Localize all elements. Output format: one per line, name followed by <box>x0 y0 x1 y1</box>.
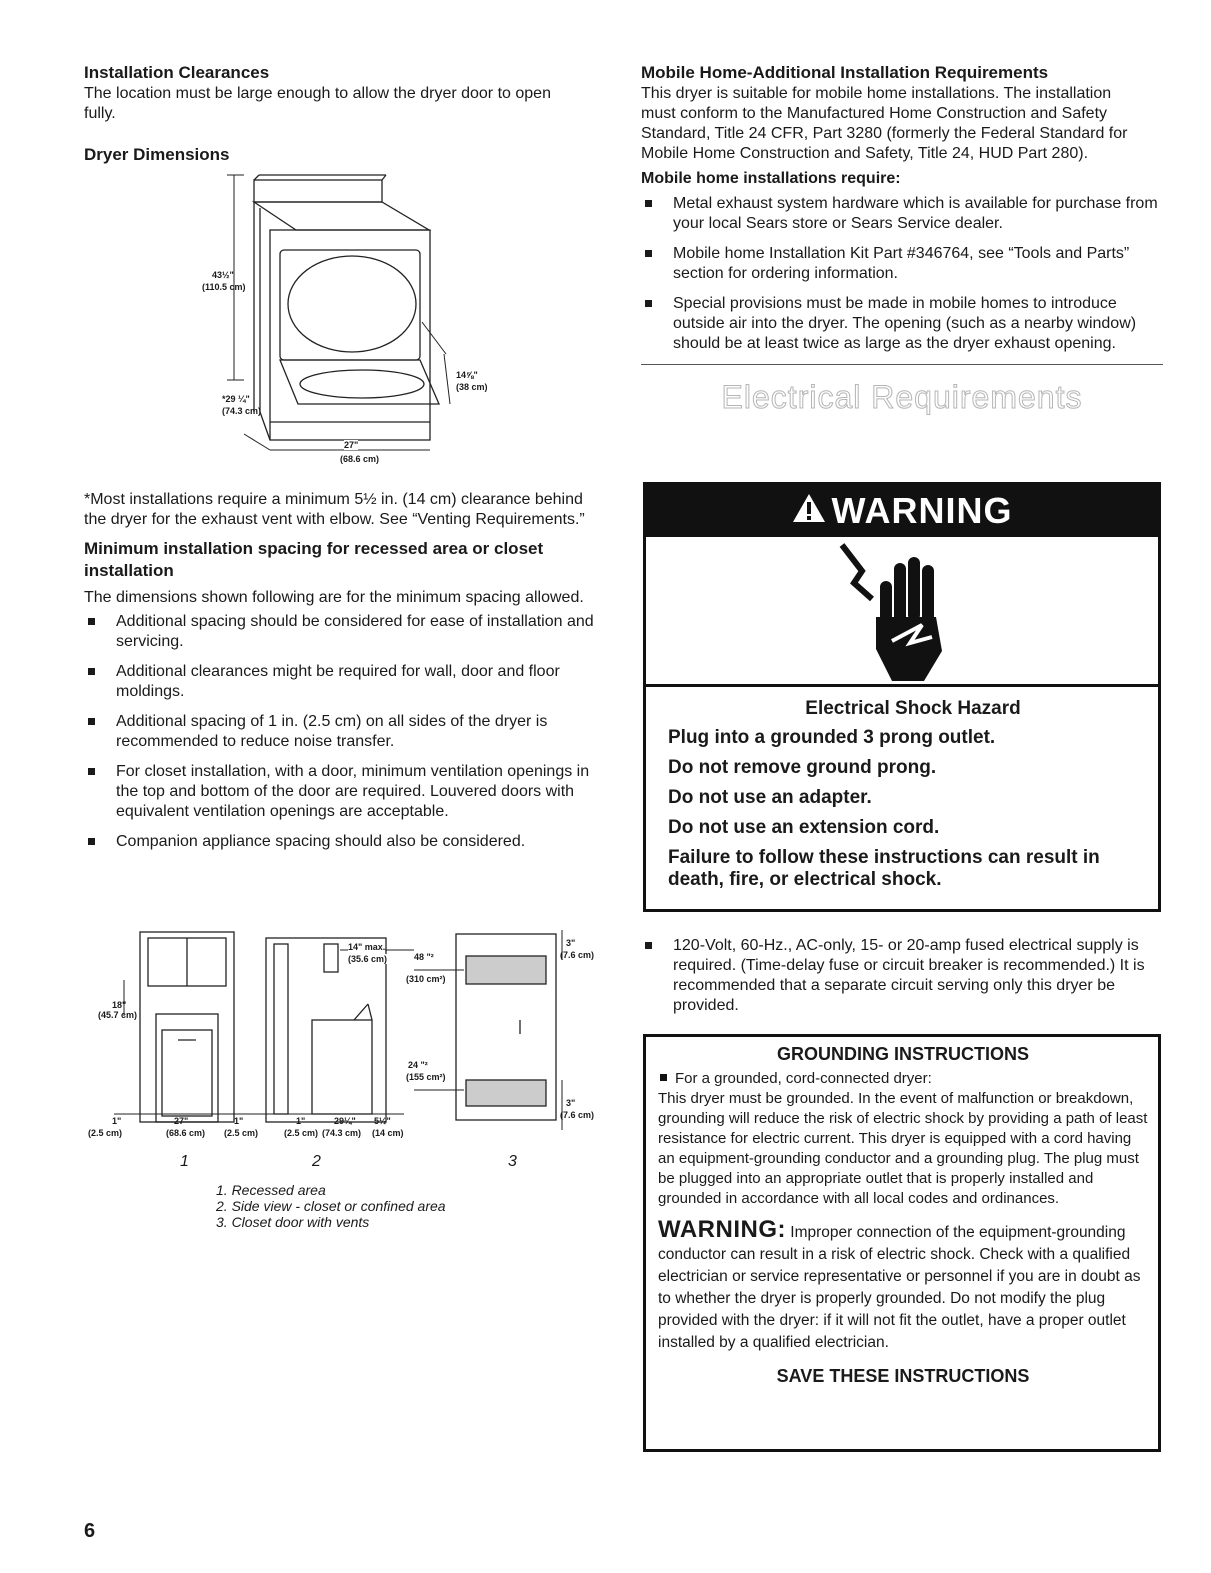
bullet-square-icon <box>660 1074 667 1081</box>
dim-1b: 1" <box>234 1116 244 1126</box>
grounding-lead-text: For a grounded, cord-connected dryer: <box>675 1070 932 1087</box>
grounding-warning <box>658 1216 1148 1354</box>
warning-line: Do not remove ground prong. <box>668 757 937 778</box>
warning-header <box>646 485 1158 537</box>
dim-1c: 1" <box>296 1116 306 1126</box>
warning-line: Failure to follow these instructions can result in death, fire, or electrical shock. <box>668 847 1100 890</box>
figure-captions <box>216 1182 446 1230</box>
dim-27: 27" <box>174 1116 189 1126</box>
dim-3b-cm: (7.6 cm) <box>560 1110 595 1120</box>
dim-3a: 3" <box>566 938 576 948</box>
bullet-item: Metal exhaust system hardware which is available for purchase from your local Sears store or Sears Service dealer. <box>641 194 1163 234</box>
bullet-item: For closet installation, with a door, minimum ventilation openings in the top and bottom of the door are required. Louvered doors with equivalent ventilation openings are acceptable. <box>84 762 604 822</box>
spacing-figure <box>84 920 624 1170</box>
clearance-note: *Most installations require a minimum 5½ in. (14 cm) clearance behind the dryer for the exhaust vent with elbow. See “Venting Requirements.” <box>84 491 585 528</box>
dryer-drawing <box>84 172 604 472</box>
supply-bullet <box>641 936 1161 1026</box>
dim-14: 14" max. <box>348 942 386 952</box>
mobile-home-text: This dryer is suitable for mobile home installations. The installation must conform to the Manufactured Home Construction and Safety Standard, Title 24 CFR, Part 3280 (formerly the Federal Standard for Mobile Home Construction and Safety, Title 24, HUD Part 280). <box>641 85 1128 162</box>
dim-24-cm: (155 cm²) <box>406 1072 446 1082</box>
height-label: 43½" <box>212 270 234 280</box>
grounding-title: GROUNDING INSTRUCTIONS <box>777 1044 1029 1064</box>
electric-shock-hand-icon <box>832 541 972 681</box>
dryer-dimensions-figure <box>84 172 604 472</box>
dim-48: 48 "² <box>414 952 434 962</box>
height-cm-label: (110.5 cm) <box>202 282 246 292</box>
door-cm-label: (38 cm) <box>456 382 488 392</box>
dryer-dimensions-heading: Dryer Dimensions <box>84 145 230 164</box>
save-instructions: SAVE THESE INSTRUCTIONS <box>776 1366 1030 1386</box>
minimum-spacing-text: The dimensions shown following are for the minimum spacing allowed. <box>84 589 584 606</box>
dim-14-cm: (35.6 cm) <box>348 954 388 964</box>
installation-clearances-text: The location must be large enough to allow the dryer door to open fully. <box>84 85 551 122</box>
warning-triangle-icon <box>792 490 826 532</box>
grounding-warning-text: Improper connection of the equipment-grounding conductor can result in a risk of electric shock. Check with a qualified electrician or service representative or personnel if you are in doubt as to whether the dryer is properly grounded. Do not modify the plug provided with the dryer: if it will not fit the outlet, have a proper outlet installed by a qualified electrician. <box>658 1224 1141 1351</box>
warning-line: Do not use an extension cord. <box>668 817 940 838</box>
dim-5-cm: (14 cm) <box>372 1128 404 1138</box>
figure-number-1: 1 <box>180 1153 189 1170</box>
bullet-item: 120-Volt, 60-Hz., AC-only, 15- or 20-amp fused electrical supply is required. (Time-delay fuse or circuit breaker is recommended.) It is recommended that a separate circuit serving only this dryer be provided. <box>641 936 1161 1016</box>
warning-text <box>646 687 1158 891</box>
shock-hazard-image <box>646 537 1158 687</box>
door-label: 14⅝" <box>456 370 478 380</box>
hazard-title: Electrical Shock Hazard <box>805 698 1021 719</box>
depth-label: *29 ¼" <box>222 394 250 404</box>
mobile-bullets <box>641 194 1163 354</box>
bullet-item: Mobile home Installation Kit Part #346764, see “Tools and Parts” section for ordering information. <box>641 244 1163 284</box>
figure-number-3: 3 <box>508 1153 517 1170</box>
bullet-item: Additional clearances might be required for wall, door and floor moldings. <box>84 662 604 702</box>
mobile-home-heading: Mobile Home-Additional Installation Requirements <box>641 63 1049 82</box>
left-column <box>84 62 604 862</box>
spacing-bullets <box>84 612 604 852</box>
dim-18-cm: (45.7 cm) <box>98 1010 138 1020</box>
dim-5: 5½" <box>374 1116 391 1126</box>
dim-1a: 1" <box>112 1116 122 1126</box>
dim-27-cm: (68.6 cm) <box>166 1128 206 1138</box>
page-number: 6 <box>84 1520 96 1542</box>
warning-title: WARNING <box>831 490 1013 531</box>
divider <box>641 364 1163 365</box>
caption: 2. Side view - closet or confined area <box>216 1198 446 1214</box>
dim-48-cm: (310 cm²) <box>406 974 446 984</box>
width-label: 27" <box>344 440 359 450</box>
bullet-item: Additional spacing of 1 in. (2.5 cm) on all sides of the dryer is recommended to reduce noise transfer. <box>84 712 604 752</box>
dim-1a-cm: (2.5 cm) <box>88 1128 123 1138</box>
warning-line: Do not use an adapter. <box>668 787 872 808</box>
dim-3a-cm: (7.6 cm) <box>560 950 595 960</box>
right-column <box>641 62 1163 416</box>
grounding-warning-word: WARNING: <box>658 1216 786 1243</box>
caption: 1. Recessed area <box>216 1182 326 1198</box>
bullet-item: Special provisions must be made in mobile homes to introduce outside air into the dryer. The opening (such as a nearby window) should be at least twice as large as the dryer exhaust opening. <box>641 294 1163 354</box>
dim-29: 29¼" <box>334 1116 356 1126</box>
minimum-spacing-heading: Minimum installation spacing for recessed area or closet installation <box>84 539 544 580</box>
warning-box <box>643 482 1161 912</box>
figure-number-2: 2 <box>312 1153 321 1170</box>
dim-3b: 3" <box>566 1098 576 1108</box>
depth-cm-label: (74.3 cm) <box>222 406 262 416</box>
grounding-text: This dryer must be grounded. In the event of malfunction or breakdown, grounding will reduce the risk of electric shock by providing a path of least resistance for electric current. This dryer is equipped with a cord having an equipment-grounding conductor and a grounding plug. The plug must be plugged into an appropriate outlet that is properly installed and grounded in accordance with all local codes and ordinances. <box>658 1090 1148 1207</box>
bullet-item: Companion appliance spacing should also be considered. <box>84 832 604 852</box>
installation-clearances-heading: Installation Clearances <box>84 63 270 82</box>
caption: 3. Closet door with vents <box>216 1214 370 1230</box>
dim-1b-cm: (2.5 cm) <box>224 1128 259 1138</box>
dim-18: 18" <box>112 1000 127 1010</box>
warning-line: Plug into a grounded 3 prong outlet. <box>668 727 996 748</box>
electrical-requirements-title: Electrical Requirements <box>721 379 1083 415</box>
dim-1c-cm: (2.5 cm) <box>284 1128 319 1138</box>
mobile-require-heading: Mobile home installations require: <box>641 170 901 187</box>
dim-29-cm: (74.3 cm) <box>322 1128 362 1138</box>
grounding-lead <box>658 1069 1148 1089</box>
width-cm-label: (68.6 cm) <box>340 454 380 464</box>
bullet-item: Additional spacing should be considered for ease of installation and servicing. <box>84 612 604 652</box>
grounding-instructions-box <box>643 1034 1161 1452</box>
dim-24: 24 "² <box>408 1060 428 1070</box>
